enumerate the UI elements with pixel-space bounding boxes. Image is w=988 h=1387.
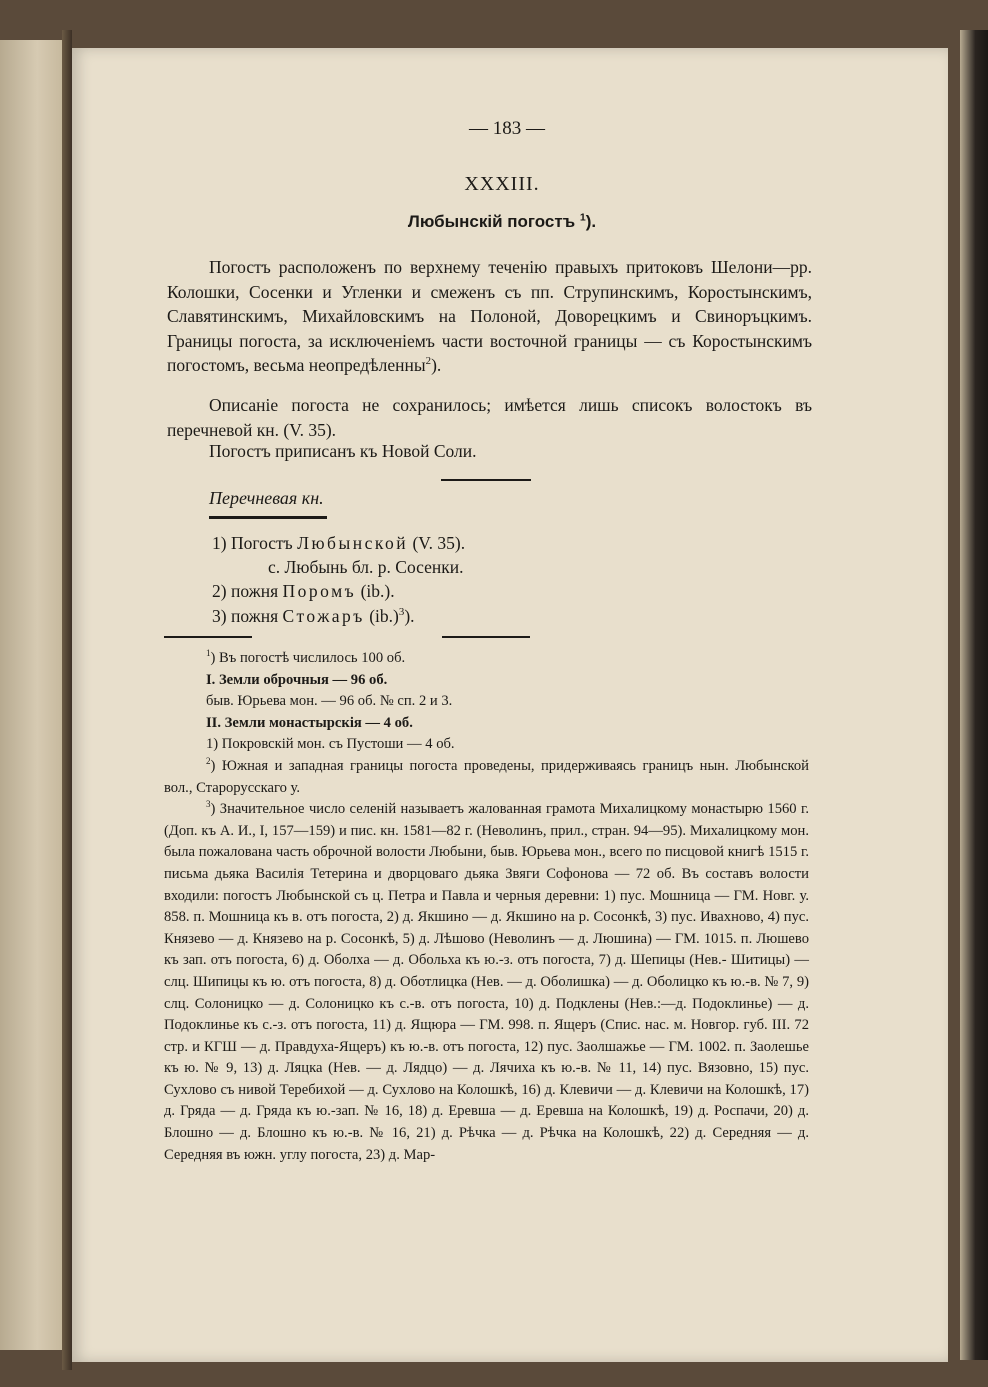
footnote-1-section: II. Земли монастырскія — 4 об. — [206, 714, 413, 731]
item-number: 2) — [212, 581, 227, 602]
footnotes — [164, 648, 809, 1166]
item-prefix: Погостъ — [230, 533, 293, 553]
chapter-number: XXXIII. — [464, 173, 540, 195]
footnote-1-mark: 1 — [206, 648, 211, 659]
heading-text: Любынскій погостъ — [407, 212, 576, 231]
item-number: 1) — [212, 533, 227, 553]
footnote-1-text: ) Въ погостѣ числилось 100 об. — [210, 650, 406, 666]
footnote-1 — [164, 648, 809, 670]
settlement-list — [212, 531, 632, 628]
list-item — [212, 604, 632, 628]
heading-tail: ). — [585, 212, 597, 231]
paragraph-1-footnote-mark: 2 — [425, 355, 432, 368]
list-item — [212, 531, 632, 555]
footnote-3-text: ) Значительное число селеній называетъ жалованная грамота Михалицкому монастырю 1560 г. (Доп. къ А. И., I, 157—159) и пис. кн. 1581—82 г. (Неволинъ, прил., стран. 94—95). Михалицкому мон. была пожалована часть оброчной волости Любыни, быв. Юрьева мон., всего по писцовой книгѣ 1515 г. письма дьяка Василія Тетерина и дворцоваго дьяка Звяги Софонова — 72 об. Въ составъ волости входили: погостъ Любынской съ ц. Петра и Павла и черныя деревни: 1) пус. Мошница — ГМ. Новг. у. 858. п. Мошница къ в. отъ погоста, 2) д. Якшино — д. Якшино на р. Сосонкѣ, 3) пус. Ивахново, 4) пус. Князево — д. Князево на р. Сосонкѣ, 5) д. Лѣшово (Неволинъ — д. Люшина) — ГМ. 1015. п. Люшево къ зап. отъ погоста, 6) д. Оболха — д. Обольха къ ю.-з. отъ погоста, 7) д. Шепицы (Нев.- Шитицы) — слц. Шипицы къ ю. отъ погоста, 8) д. Оботлицка (Нев. — д. Оболишка) — д. Оболицко къ ю.-в. № 7, 9) слц. Солоницко — д. Солоницко къ с.-в. отъ погоста, 10) д. Подклены (Нев.:—д. Подоклинье) — д. Подоклинье къ с.-з. отъ погоста, 11) д. Ящюра — ГМ. 998. п. Ящеръ (Спис. нас. м. Новгор. губ. III. 72 стр. и КГШ — д. Правдуха-Ящеръ) къ ю.-в. отъ погоста, 12) пус. Заолшажье — ГМ. 1002. п. Заолешье къ ю. № 9, 13) д. Ляцка (Нев. — д. Лядцо) — д. Лячиха къ ю.-в. № 11, 14) пус. Вязовно, 15) пус. Сухлово съ нивой Теребихой — д. Сухлово на Колошкѣ, 16) д. Клевичи — д. Клевичи на Колошкѣ, 17) д. Гряда — д. Гряда къ ю.-зап. № 16, 18) д. Еревша — д. Еревша на Колошкѣ, 19) д. Роспачи, 20) д. Блошно — д. Блошно къ ю.-в. № 16, 21) д. Рѣчка — д. Рѣчка на Колошкѣ, 22) д. Середняя — д. Середняя въ южн. углу погоста, 23) д. Мар- — [164, 801, 809, 1163]
item-prefix: пожня — [230, 605, 279, 626]
item-tail: ). — [404, 605, 415, 626]
footnote-1-line: быв. Юрьева мон. — 96 об. № сп. 2 и 3. — [206, 693, 453, 710]
footnote-2-text: ) Южная и западная границы погоста проведены, придерживаясь границъ нын. Любынской вол., Старорусскаго у. — [164, 757, 809, 796]
footnote-rule-right — [442, 636, 530, 638]
paragraph-2 — [167, 393, 812, 442]
book-binding-edge — [960, 30, 988, 1360]
paragraph-3 — [167, 439, 812, 464]
item-reference: (ib.) — [369, 605, 399, 626]
document-page — [72, 48, 948, 1362]
footnote-1-section: I. Земли оброчныя — 96 об. — [206, 671, 388, 688]
footnote-3-mark: 3 — [206, 799, 211, 810]
list-title: Перечневая кн. — [209, 488, 324, 508]
footnote-3 — [164, 799, 809, 1166]
footnote-1-line: 1) Покровскій мон. съ Пустоши — 4 об. — [206, 736, 455, 753]
paragraph-3-text: Погостъ приписанъ къ Новой Соли. — [209, 441, 477, 461]
item-name: Стожаръ — [282, 605, 365, 626]
page-number: — 183 — — [469, 118, 545, 139]
list-title-underline — [209, 516, 327, 519]
item-name: Любынской — [297, 533, 409, 553]
section-heading — [272, 212, 732, 232]
item-reference: (ib.). — [360, 581, 395, 602]
list-subitem: с. Любынь бл. р. Сосенки. — [268, 557, 464, 578]
item-number: 3) — [212, 605, 227, 626]
footnote-rule-left — [164, 636, 252, 638]
list-item — [212, 579, 632, 603]
item-reference: (V. 35). — [412, 533, 466, 553]
footnote-2 — [164, 756, 809, 799]
paragraph-1-text: Погостъ расположенъ по верхнему теченію правыхъ притоковъ Шелони—рр. Колошки, Сосенки и Угленки и смеженъ съ пп. Струпинскимъ, Коростынскимъ, Славятинскимъ, Михайловскимъ на Полоной, Доворецкимъ и Свиноръцкимъ. Границы погоста, за исключеніемъ части восточной границы — съ Коростынскимъ погостомъ, весьма неопредѣленны — [167, 257, 812, 376]
footnote-2-mark: 2 — [206, 756, 211, 767]
book-spine — [62, 30, 72, 1370]
item-prefix: пожня — [230, 581, 279, 602]
heading-footnote-mark: 1 — [579, 211, 586, 224]
paragraph-2-text: Описаніе погоста не сохранилось; имѣется лишь списокъ волостокъ въ перечневой кн. (V. 35). — [167, 395, 812, 440]
divider-rule — [441, 479, 531, 481]
paragraph-1-tail: ). — [431, 355, 442, 376]
item-footnote-mark: 3 — [398, 605, 405, 618]
paragraph-1 — [167, 255, 812, 378]
item-name: Поромъ — [282, 581, 357, 602]
left-page-edge — [0, 40, 64, 1350]
